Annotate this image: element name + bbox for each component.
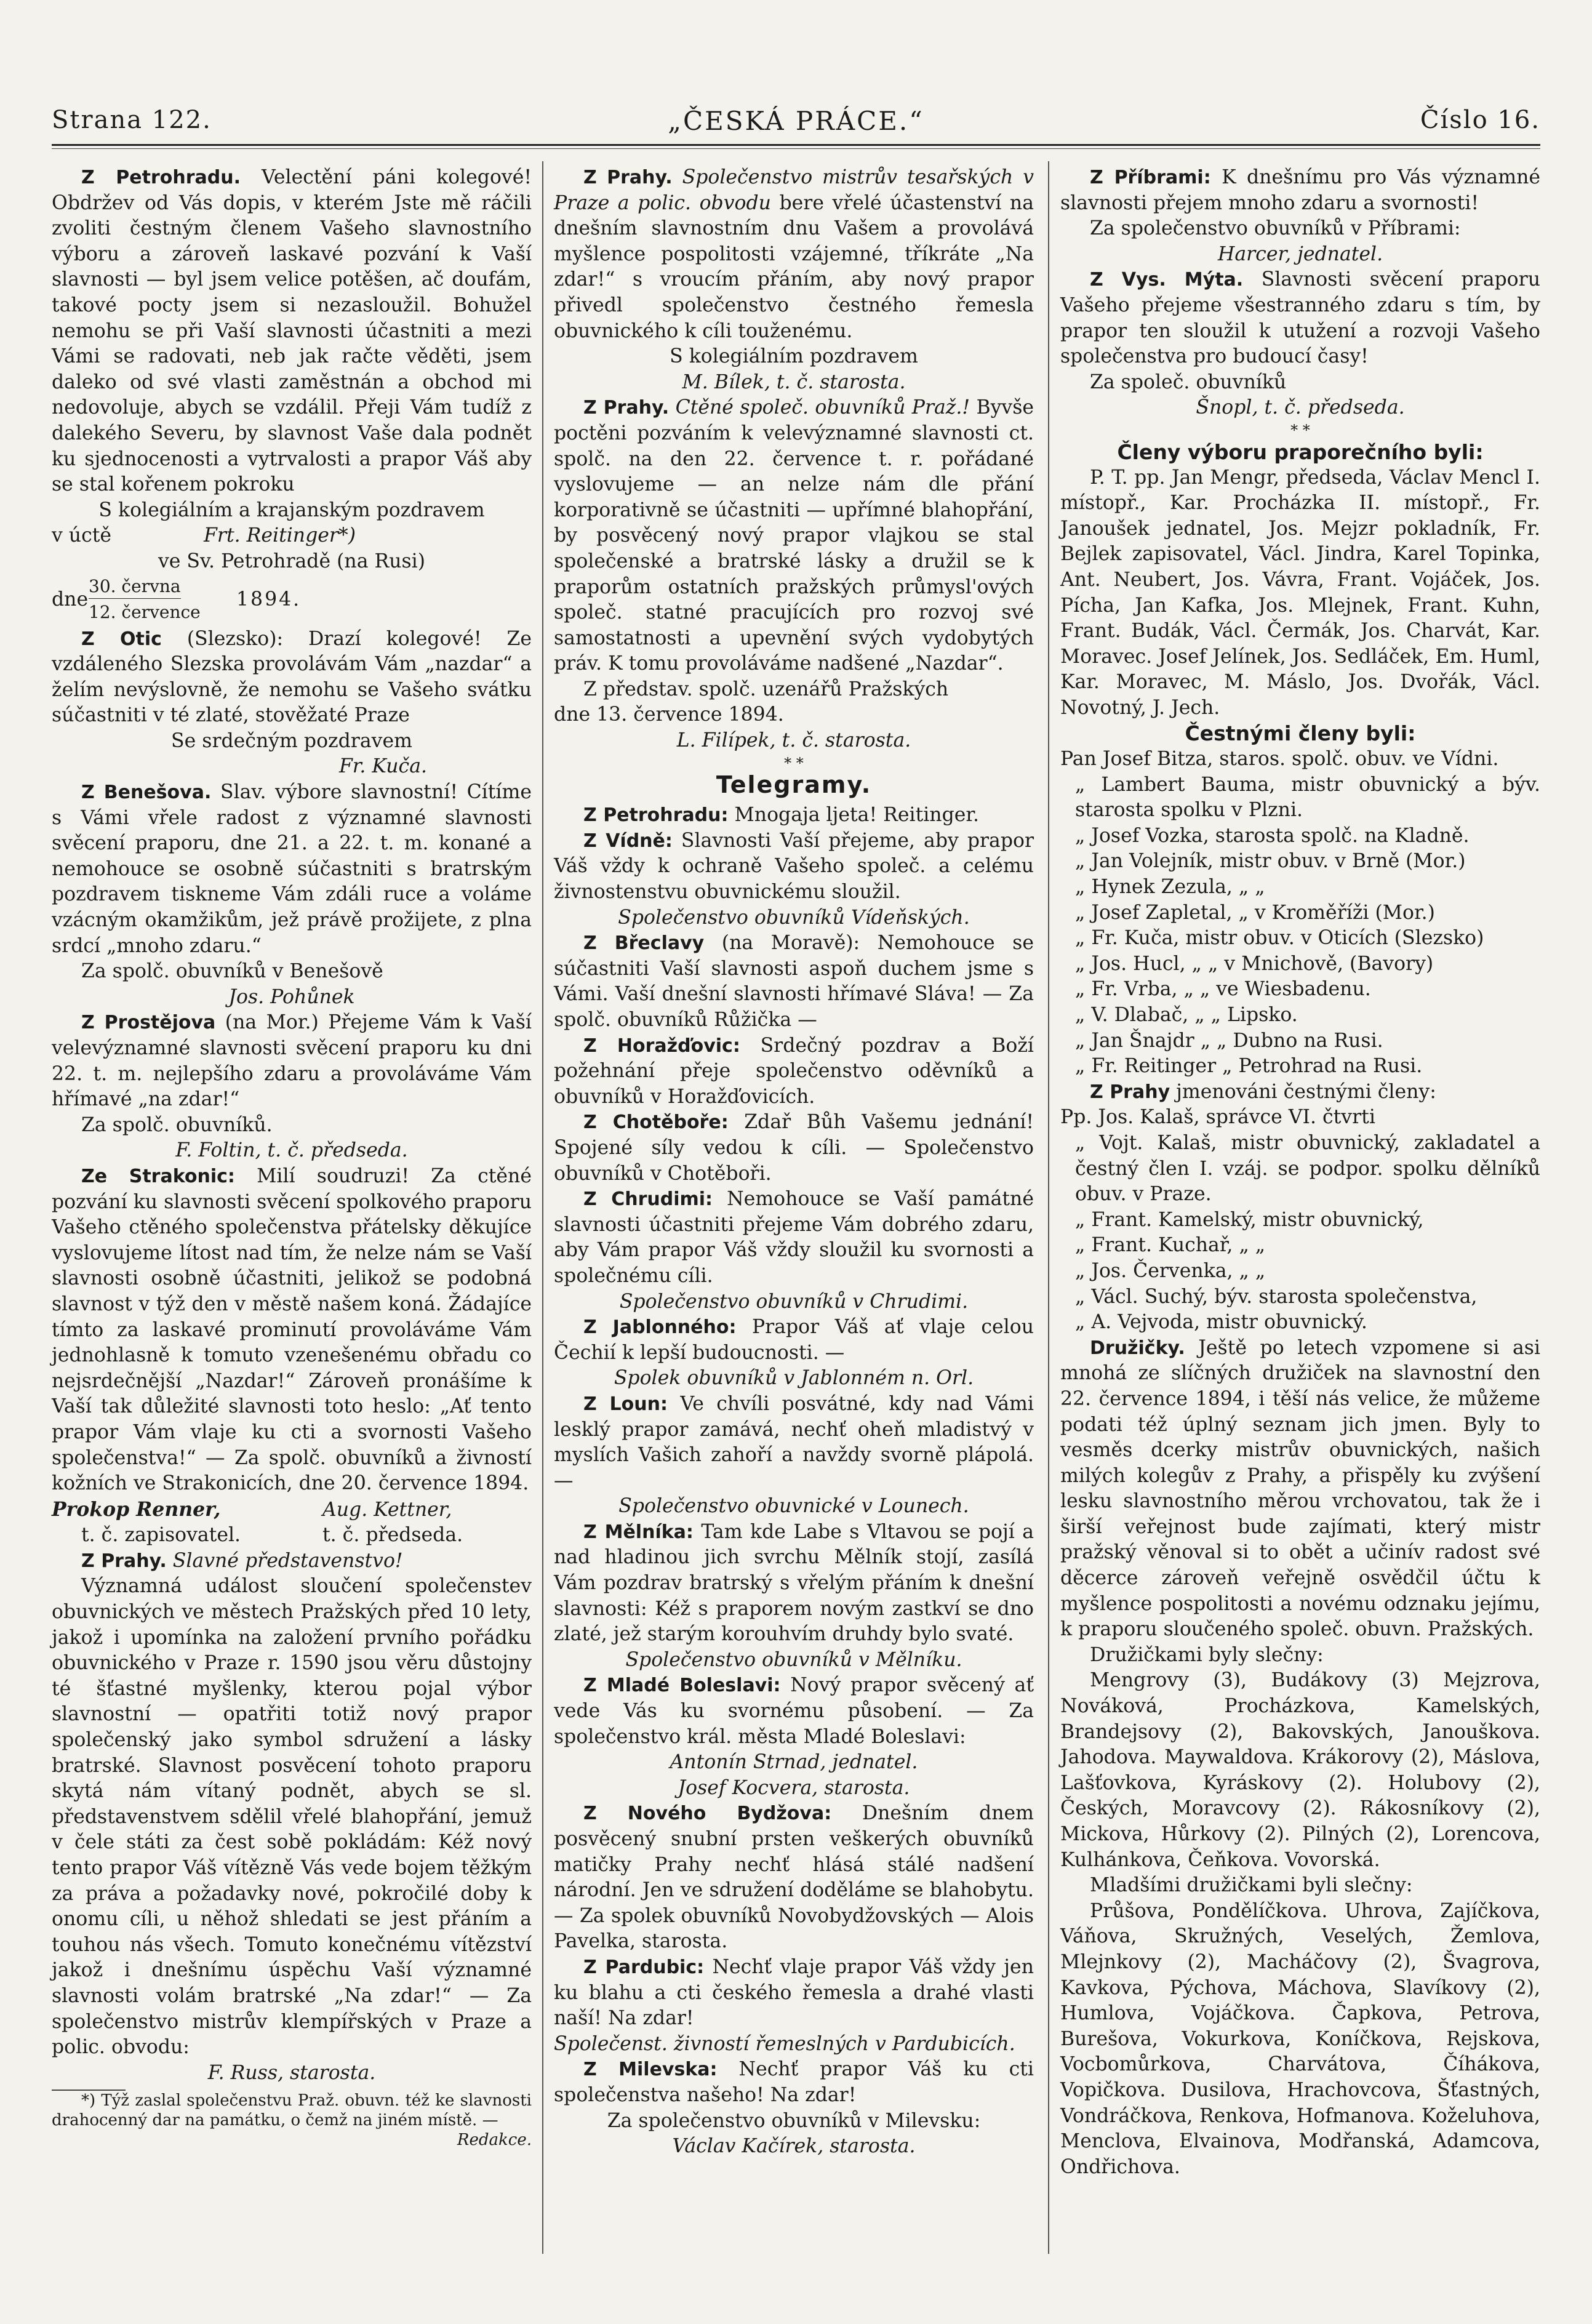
column-divider-1 (542, 161, 543, 2254)
letter-petrohrad-date: dne 30. června 12. července 1894. (52, 575, 302, 622)
bridesmaids-list: Mengrovy (3), Budákovy (3) Mejzrova, Nováková, Procházkova, Kamelských, Brandejsovy (2), Bakovských, Janouškova. Jahodova. Maywaldova. Krákorovy (2), Máslova, Lašťovkova, Kyráskovy (2). Holubovy (2), Českých, Moravcovy (2). Rákosníkovy (2), Mickova, Hůrkovy (2). Pilných (2), Lorencova, Kulhánkova, Čeňkova. Vovorská. (1060, 1669, 1540, 1871)
honorary-member: „ Jan Šnajdr „ „ Dubno na Rusi. (1075, 1029, 1383, 1052)
issue-number: Číslo 16. (1420, 106, 1540, 134)
honorary-member: „ Lambert Bauma, mistr obuvnický a býv. starosta spolku v Plzni. (1075, 773, 1540, 822)
honorary-member: „ Jan Volejník, mistr obuv. v Brně (Mor.) (1075, 850, 1466, 873)
committee-heading: Členy výboru praporečního byli: (1117, 439, 1484, 464)
letter-prostejov-for: Za spolč. obuvníků. (81, 1113, 273, 1136)
column-3 (1060, 165, 1540, 2180)
header-rule (52, 144, 1540, 146)
honorary-member: „ V. Dlabač, „ „ Lipsko. (1075, 1004, 1298, 1026)
header-rule-thin (52, 148, 1540, 149)
letter-strakonice: Ze Strakonic: Milí soudruzi! Za ctěné pozvání ku slavnosti svěcení spolkového praporu Vašeho ctěného společenstva přátelsky děkujíce vyslovujeme lítost nad tím, že nelze nám se Vaší slavnosti osobně účastniti, jelikož se podobná slavnost v týž den v městě našem koná. Žádajíce tímto za laskavé prominutí provoláváme Vám jednohlasně k tomuto vzenešenému obřadu co nejsrdečnější „Nazdar!“ Zároveň pronášíme k Vaší tak důležité slavnosti toto heslo: „Ať tento prapor Vám vlaje ku cti a svornosti Vašeho společenstva!“ — Za spolč. obuvníků a živností kožních ve Strakonicích, dne 20. července 1894. (52, 1164, 532, 1495)
letter-petrohrad: Z Petrohradu. Velectění páni kolegové! Obdržev od Vás dopis, v kterém Jste mě ráčili zvoliti čestným členem Vašeho slavnostního výboru a zároveň laskavé pozvání k Vaší slavnosti — byl jsem velice potěšen, ač doufám, takové pocty jsem si nezasloužil. Bohužel nemohu se při Vaší slavnosti účastniti a mezi Vámi se radovati, neb jak račte věděti, jsem daleko od své vlasti zaměstnán a obchod mi nedovoluje, abych se vzdálil. Přeji Vám tudíž z dalekého Severu, by slavnost Vaše dala podnět ku sjednocenosti a vytrvalosti a prapor Váš aby se stal kořenem pokroku (52, 166, 532, 496)
telegram-jablonne: Z Jablonného: Prapor Váš ať vlaje celou Čechií k lepší budoucnosti. — (554, 1316, 1034, 1364)
prague-honorary-member: „ Jos. Červenka, „ „ (1075, 1259, 1266, 1282)
telegram-pribram-for: Za společenstvo obuvníků v Příbrami: (1090, 217, 1461, 240)
bridesmaids-paragraph: Družičky. Ještě po letech vzpomene si asi mnohá ze slíčných družiček na slavnostní den 22. července 1894, i těší nás velice, že můžeme podati též úplný seznam jich jmen. Byly to vesměs dcerky mistrův obuvnických, našich milých kolegův z Prahy, a přispěly ku zvýšení lesku slavnostního měrou vrchovatou, tak že i širší veřejnost bude zajímati, který mistr pražský věnoval si to obět a učinív radost své děcerce zároveň veřejně osvědčil účtu k myšlence pospolitosti a novému odznaku jejímu, k praporu sloučeného společ. obuvn. Pražských. (1060, 1336, 1540, 1641)
telegram-milevsko-for: Za společenstvo obuvníků v Milevsku: (607, 2109, 981, 2132)
letter-praha-heading: Z Prahy. Slavné představenstvo! (81, 1549, 403, 1572)
letter-otice: Z Otic (Slezsko): Drazí kolegové! Ze vzdáleného Slezska provolávám Vám „nazdar“ a želím nevýslovně, že nemohu se Vašeho svátku súčastniti v té zlaté, stověžaté Praze (52, 627, 532, 727)
telegram-chotebor: Z Chotěboře: Zdař Bůh Vašemu jednání! Spojené síly vedou k cíli. — Společenstvo obuvníků v Chotěboři. (554, 1111, 1034, 1185)
letter-petrohrad-signature: v úctě Frt. Reitinger*) (52, 524, 356, 547)
prague-honorary-member: Pp. Jos. Kalaš, správce VI. čtvrti (1060, 1106, 1375, 1129)
column-divider-2 (1048, 161, 1049, 2254)
letter-praha-tesari-signature: M. Bílek, t. č. starosta. (682, 371, 906, 393)
prague-honorary-member: „ A. Vejvoda, mistr obuvnický. (1075, 1311, 1367, 1334)
committee-members: P. T. pp. Jan Mengr, předseda, Václav Mencl I. místopř., Kar. Procházka II. místopř., Fr. Janoušek jednatel, Jos. Mejzr pokladník, Fr. Bejlek zapisovatel, Václ. Jindra, Karel Topinka, Ant. Neubert, Jos. Vávra, Frant. Vojáček, Jos. Pícha, Jan Kafka, Jos. Mlejnek, Frant. Kuhn, Frant. Budák, Václ. Čermák, Jos. Charvát, Kar. Moravec. Josef Jelínek, Jos. Sedláček, Em. Huml, Kar. Moravec, M. Máslo, Jos. Dvořák, Václ. Novotný, J. Jech. (1060, 466, 1540, 719)
prague-honorary-member: „ Frant. Kuchař, „ „ (1075, 1234, 1266, 1257)
column-2 (554, 165, 1034, 2160)
page-number: Strana 122. (52, 106, 212, 134)
letter-benesov-signature: Jos. Pohůnek (228, 985, 355, 1008)
prague-honorary-member: „ Václ. Suchý, býv. starosta společenstva, (1075, 1285, 1478, 1308)
letter-benesov-for: Za spolč. obuvníků v Benešově (81, 960, 383, 983)
telegram-petrohrad: Z Petrohradu: Mnogaja ljeta! Reitinger. (583, 804, 980, 827)
honorary-member: „ Fr. Reitinger „ Petrohrad na Rusi. (1075, 1055, 1423, 1078)
honorary-member: „ Josef Zapletal, „ v Kroměříži (Mor.) (1075, 901, 1435, 924)
telegram-louny-signature: Společenstvo obuvnické v Lounech. (618, 1495, 969, 1518)
telegram-vys-myto: Z Vys. Mýta. Slavnosti svěcení praporu Vašeho přejeme všestranného zdaru s tím, by prapor ten sloužil k utužení a rozvoji Vašeho společenstva pro budoucí časy! (1060, 268, 1540, 368)
honorary-member: „ Hynek Zezula, „ „ (1075, 876, 1265, 899)
telegram-melnik-signature: Společenstvo obuvníků v Mělníku. (625, 1648, 962, 1671)
telegram-pardubice: Z Pardubic: Nechť vlaje prapor Váš vždy jen ku blahu a cti českého řemesla a drahé vlasti naší! Na zdar! (554, 1955, 1034, 2030)
letter-praha-uzenari-date: dne 13. července 1894. (554, 703, 784, 726)
telegram-viden-signature: Společenstvo obuvníků Vídeňských. (618, 906, 970, 929)
telegram-ml-boleslav-signature-1: Antonín Strnad, jednatel. (670, 1751, 918, 1774)
letter-petrohrad-place: ve Sv. Petrohradě (na Rusi) (158, 550, 426, 572)
telegram-pardubice-signature: Společenst. živností řemeslných v Pardubicích. (554, 2032, 1015, 2055)
honorary-members-heading: Čestnými členy byli: (1185, 721, 1416, 746)
telegram-pribram-signature: Harcer, jednatel. (1217, 242, 1383, 265)
section-ornament-2: * * (1290, 421, 1310, 439)
prague-honorary-member: „ Frant. Kamelský, mistr obuvnický, (1075, 1208, 1424, 1231)
telegram-chrudim: Z Chrudimi: Nemohouce se Vaší památné slavnosti účastniti přejeme Vám dobrého zdaru, aby Vám prapor Váš vždy sloužil ku svornosti a společnému cíli. (554, 1188, 1034, 1287)
telegram-pribram: Z Příbrami: K dnešnímu pro Vás významné slavnosti přejem mnoho zdaru a svornosti! (1060, 166, 1540, 214)
letter-strakonice-roles: t. č. zapisovatel. t. č. předseda. (81, 1524, 463, 1547)
letter-prostejov-signature: F. Foltin, t. č. předseda. (175, 1139, 408, 1162)
letter-otice-greeting: Se srdečným pozdravem (171, 729, 412, 752)
honorary-member: „ Jos. Hucl, „ „ v Mnichově, (Bavory) (1075, 952, 1434, 975)
section-ornament: * * (784, 754, 804, 772)
honorary-member: „ Josef Vozka, starosta spolč. na Kladně. (1075, 824, 1470, 847)
junior-bridesmaids-heading: Mladšími družičkami byli slečny: (1090, 1874, 1413, 1897)
footnote: *) Týž zaslal společenstvu Praž. obuvn. též ke slavnosti drahocenný dar na památku, o čemž na jiném místě. — Redakce. (52, 2091, 532, 2150)
letter-petrohrad-greeting: S kolegiálním a krajanským pozdravem (98, 499, 485, 521)
honorary-member: „ Fr. Vrba, „ „ ve Wiesbadenu. (1075, 978, 1371, 1001)
bridesmaids-list-heading: Družičkami byly slečny: (1090, 1643, 1324, 1666)
telegram-chrudim-signature: Společenstvo obuvníků v Chrudimi. (619, 1290, 969, 1313)
letter-praha-tesari: Z Prahy. Společenstvo mistrův tesařských v Praze a polic. obvodu bere vřelé účastenství na dnešním slavnostním dnu Vašem a provolává myšlence pospolitosti vzájemné, tříkráte „Na zdar!“ s vroucím přáním, aby nový prapor přivedl společenstvo čestného řemesla obuvnického k cíli touženému. (554, 166, 1034, 342)
honorary-member: „ Fr. Kuča, mistr obuv. v Oticích (Slezsko) (1075, 927, 1484, 950)
telegram-ml-boleslav: Z Mladé Boleslavi: Nový prapor svěcený ať vede Vás ku svornému působení. — Za společenstvo král. města Mladé Boleslavi: (554, 1674, 1034, 1748)
newspaper-title: „ČESKÁ PRÁCE.“ (668, 106, 924, 136)
junior-bridesmaids-list: Průšova, Pondělíčkova. Uhrova, Zajíčkova, Váňova, Skružných, Veselých, Žemlova, Mlejnkovy (2), Macháčovy (2), Švagrova, Kavkova, Pýchova, Máchova, Slavíkovy (2), Humlova, Vojáčkova. Čapkova, Petrova, Burešova, Vokurkova, Koníčkova, Rejskova, Vocbomůrkova, Charvátova, Číhákova, Vopičkova. Dusilova, Hrachovcova, Šťastných, Vondráčkova, Renkova, Hofmanova. Koželuhova, Menclova, Elvainova, Modřanská, Adamcova, Ondřichova. (1060, 1899, 1540, 2178)
letter-otice-signature: Fr. Kuča. (338, 755, 427, 778)
telegram-milevsko: Z Milevska: Nechť prapor Váš ku cti společenstva našeho! Na zdar! (554, 2058, 1034, 2106)
honorary-member: Pan Josef Bitza, staros. spolč. obuv. ve Vídni. (1060, 748, 1499, 771)
prague-honorary-heading: Z Prahy jmenováni čestnými členy: (1090, 1080, 1436, 1103)
telegram-milevsko-signature: Václav Kačírek, starosta. (672, 2135, 916, 2158)
letter-praha-uzenari-for: Z představ. spolč. uzenářů Pražských (583, 678, 949, 700)
column-1 (52, 165, 532, 2150)
telegram-breclav: Z Břeclavy (na Moravě): Nemohouce se súčastniti Vaší slavnosti aspoň duchem jsme s Vámi. Vaší dnešní slavnosti hřímavé Sláva! — Za spolč. obuvníků Růžička — (554, 932, 1034, 1031)
letter-benesov: Z Benešova. Slav. výbore slavnostní! Cítíme s Vámi vřele radost z významné slavnosti svěcení praporu, dne 21. a 22. t. m. konané a nemohouce se osobně súčastniti s bratrským pozdravem tiskneme Vám zdáli ruce a voláme vzácným okamžikům, jež právě prožijete, z plna srdcí „mnoho zdaru.“ (52, 781, 532, 957)
letter-praha-uzenari: Z Prahy. Ctěné společ. obuvníků Praž.! Byvše poctěni pozváním k velevýznamné slavnosti ct. spolč. na den 22. července t. r. pořádané vyslovujeme — an nelze nám dle přání korporativně se účastniti — upřímné blahopřání, by posvěcený nový prapor vlajkou se stal společenské a bratrské lásky a družil se k praporům ostatních pražských průmysl'ových společ. statné pracujících pro rozvoj své samostatnosti a upevnění svých vydobytých práv. K tomu provoláváme nadšené „Nazdar“. (554, 396, 1034, 675)
telegram-horazdovice: Z Horažďovic: Srdečný pozdrav a Boží požehnání přeje společenstvo oděvníků a obuvníků v Horažďovicích. (554, 1034, 1034, 1108)
telegram-melnik: Z Mělníka: Tam kde Labe s Vltavou se pojí a nad hladinou jich svrchu Mělník stojí, zasílá Vám pozdrav bratrský s vřelým přáním k dnešní slavnosti: Kéž s praporem novým zastkví se dno zlaté, jež starým korouhvím druhdy bylo svaté. (554, 1520, 1034, 1646)
page-header (52, 106, 1540, 143)
letter-praha-uzenari-signature: L. Filípek, t. č. starosta. (676, 729, 911, 752)
telegrams-heading: Telegramy. (716, 771, 872, 798)
telegram-ml-boleslav-signature-2: Josef Kocvera, starosta. (678, 1776, 910, 1799)
telegram-vys-myto-for: Za společ. obuvníků (1090, 371, 1287, 393)
letter-prostejov: Z Prostějova (na Mor.) Přejeme Vám k Vaší velevýznamné slavnosti svěcení praporu ku dni 22. t. m. nejlepšího zdaru a provoláváme Vám hřímavé „na zdar!“ (52, 1011, 532, 1111)
letter-praha-signature: F. Russ, starosta. (207, 2061, 376, 2084)
telegram-louny: Z Loun: Ve chvíli posvátné, kdy nad Vámi lesklý prapor zamává, nechť oheň mladistvý v myslích Vašich zahoří a navždy svorně plápolá. — (554, 1392, 1034, 1492)
telegram-viden: Z Vídně: Slavnosti Vaší přejeme, aby prapor Váš vždy k ochraně Vašeho společ. a celému živnostenstvu obuvnickému sloužil. (554, 829, 1034, 904)
letter-strakonice-signatures: Prokop Renner, Aug. Kettner, (52, 1497, 452, 1521)
telegram-vys-myto-signature: Šnopl, t. č. předseda. (1196, 396, 1405, 419)
letter-praha-tesari-greeting: S kolegiálním pozdravem (670, 345, 918, 368)
telegram-jablonne-signature: Spolek obuvníků v Jablonném n. Orl. (614, 1367, 974, 1390)
telegram-novy-bydzov: Z Nového Bydžova: Dnešním dnem posvěcený snubní prsten veškerých obuvníků matičky Prahy nechť hlásá stálé nadšení národní. Jen ve sdružení doděláme se blahobytu. — Za spolek obuvníků Novobydžovských — Alois Pavelka, starosta. (554, 1802, 1034, 1953)
prague-honorary-member: „ Vojt. Kalaš, mistr obuvnický, zakladatel a čestný člen I. vzáj. se podpor. spolku dělníků obuv. v Praze. (1075, 1131, 1540, 1206)
letter-praha-body: Významná událost sloučení společenstev obuvnických ve městech Pražských před 10 lety, jakož i upomínka na založení prvního pořádku obuvnického v Praze r. 1590 jsou věru důstojny té šťastné myšlenky, kterou pojal výbor slavnostní — opatřiti totiž nový prapor společenský jako symbol sdružení a lásky bratrské. Slavnost posvěcení tohoto praporu skytá nám vítaný podnět, abych se sl. představenstvem sdělil vřelé blahopřání, jemuž v čele státi za čest sobě pokládám: Kéž nový tento prapor Váš vítězně Vás vede bojem těžkým za práva a požadavky nové, pokročilé doby k onomu cíli, u něhož shledati se jest přáním a touhou nás všech. Tomuto konečnému vítězství jakož i dnešnímu úspěchu Vaší významné slavnosti volám bratrské „Na zdar!“ — Za společenstvo mistrův klempířských v Praze a polic. obvodu: (52, 1575, 532, 2059)
